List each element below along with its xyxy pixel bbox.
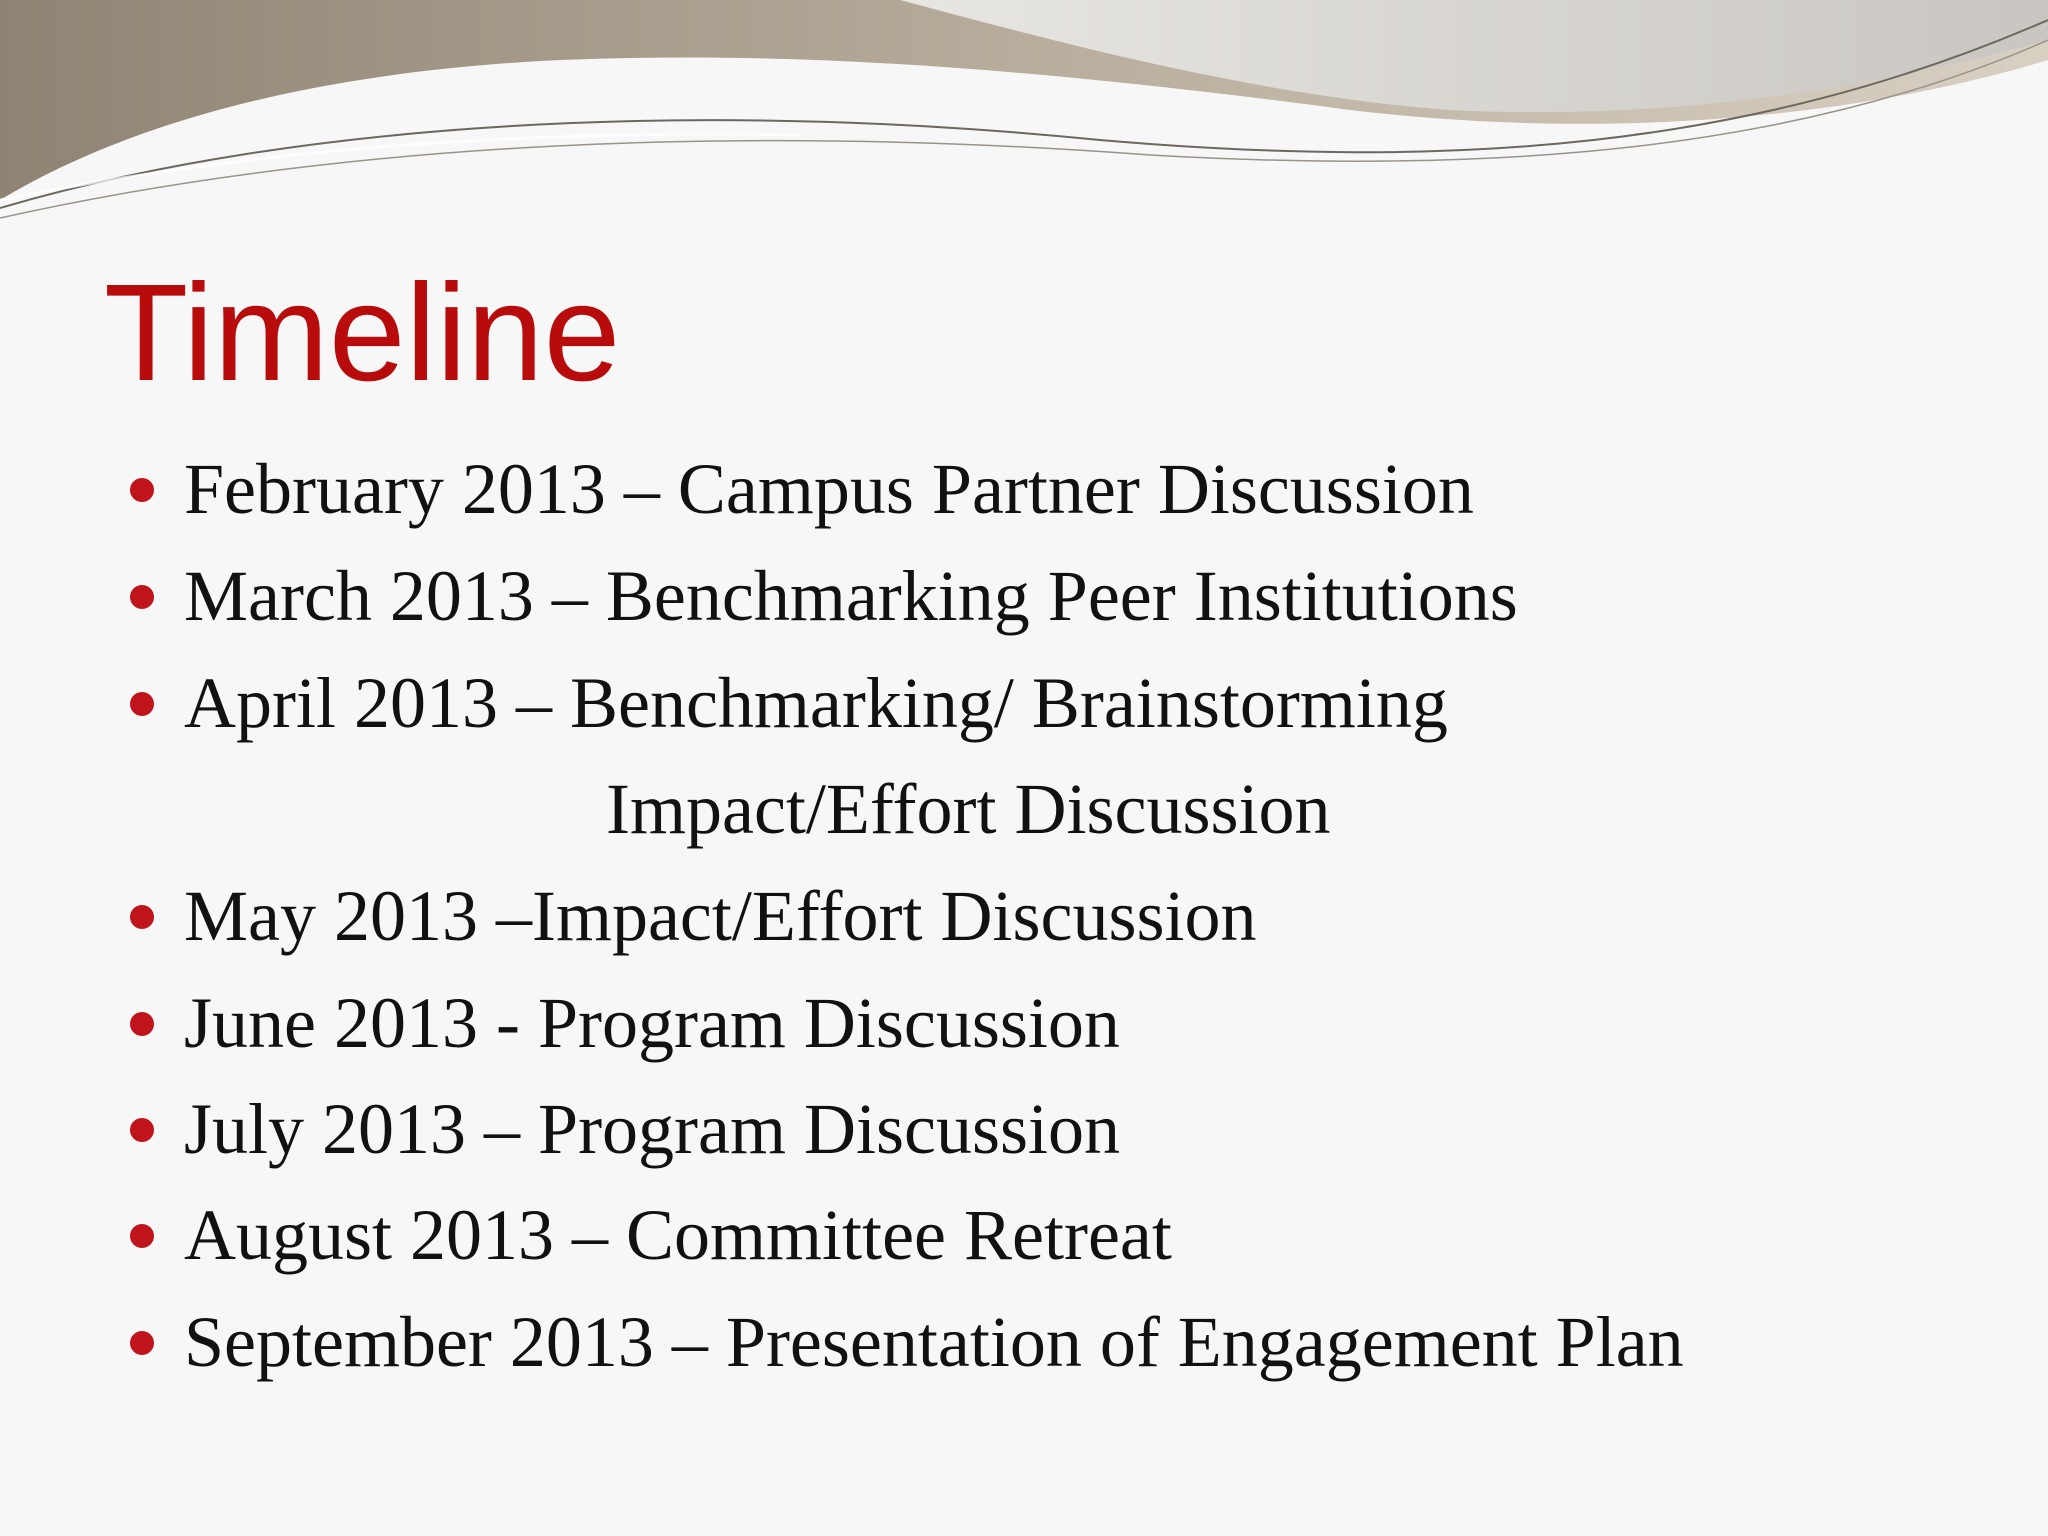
- timeline-item: [184, 658, 1448, 748]
- bullet-icon: [130, 585, 154, 609]
- timeline-item: [184, 1190, 1172, 1280]
- slide-title: Timeline: [104, 256, 621, 410]
- timeline-item: [184, 444, 1474, 534]
- bullet-icon: [130, 1012, 154, 1036]
- bullet-icon: [130, 1224, 154, 1248]
- timeline-item-text: March 2013 – Benchmarking Peer Institutions: [184, 556, 1518, 636]
- timeline-item: [184, 978, 1120, 1068]
- timeline-item-text: July 2013 – Program Discussion: [184, 1089, 1120, 1169]
- timeline-item: [184, 1297, 1684, 1387]
- timeline-item-text: February 2013 – Campus Partner Discussion: [184, 449, 1474, 529]
- timeline-item: [184, 1084, 1120, 1174]
- timeline-item-text: May 2013 –Impact/Effort Discussion: [184, 876, 1257, 956]
- timeline-item-text: August 2013 – Committee Retreat: [184, 1195, 1172, 1275]
- timeline-item-continuation: Impact/Effort Discussion: [606, 769, 1331, 849]
- bullet-icon: [130, 905, 154, 929]
- timeline-item-text: June 2013 - Program Discussion: [184, 983, 1120, 1063]
- bullet-icon: [130, 692, 154, 716]
- bullet-icon: [130, 1331, 154, 1355]
- timeline-item-text: September 2013 – Presentation of Engagement Plan: [184, 1302, 1684, 1382]
- timeline-item: [184, 551, 1518, 641]
- bullet-icon: [130, 478, 154, 502]
- timeline-item-text: April 2013 – Benchmarking/ Brainstorming: [184, 663, 1448, 743]
- bullet-icon: [130, 1118, 154, 1142]
- timeline-item: [184, 871, 1257, 961]
